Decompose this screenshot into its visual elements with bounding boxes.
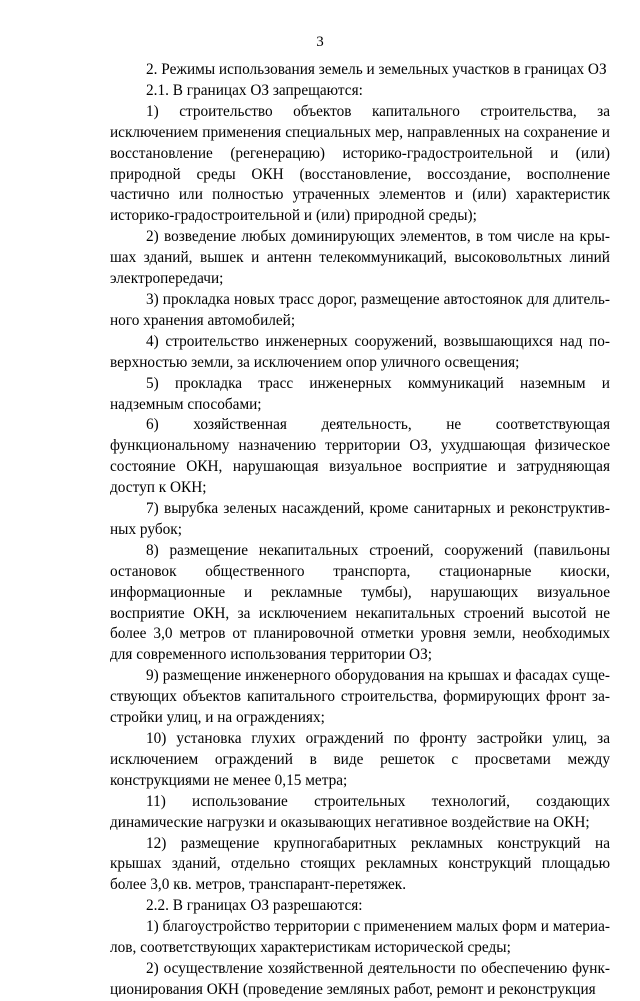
permitted-item-2: 2) осуществление хозяйственной деятельности по обеспечению функционирования ОКН (проведение земляных работ, ремонт и реконструкция [110, 959, 610, 998]
prohibited-item-2: 2) возведение любых доминирующих элементов, в том числе на крышах зданий, вышек и антенн телекоммуникаций, высоковольтных линий электропередачи; [110, 228, 610, 288]
prohibited-item-9: 9) размещение инженерного оборудования на крышах и фасадах существующих объектов капитального строительства, формирующих фронт застройки улиц, и на ограждениях; [110, 667, 610, 727]
prohibited-heading: 2.1. В границах ОЗ запрещаются: [146, 81, 363, 99]
prohibited-item-7: 7) вырубка зеленых насаждений, кроме санитарных и реконструктивных рубок; [110, 500, 610, 538]
prohibited-item-11: 11) использование строительных технологий, создающих динамические нагрузки и оказывающих негативное воздействие на ОКН; [110, 792, 610, 831]
prohibited-item-10: 10) установка глухих ограждений по фронту застройки улиц, за исключением ограждений в виде решеток с просветами между конструкциями не менее 0,15 метра; [110, 730, 610, 789]
prohibited-item-4: 4) строительство инженерных сооружений, возвышающихся над поверхностью земли, за исключением опор уличного освещения; [110, 332, 610, 371]
prohibited-item-6: 6) хозяйственная деятельность, не соответствующая функциональному назначению территории ОЗ, ухудшающая физическое состояние ОКН, нарушающая визуальное восприятие и затрудняющая доступ к ОКН; [110, 416, 610, 497]
prohibited-item-1: 1) строительство объектов капитального строительства, за исключением применения специальных мер, направленных на сохранение и восстановление (регенерацию) историко-градостроительной и (или) природной среды ОКН (восстановление, воссоздание, восполнение частично или полностью утраченных элементов и (или) характеристик историко-градостроительной и (или) природной среды); [110, 102, 610, 225]
prohibited-item-12: 12) размещение крупногабаритных рекламных конструкций на крышах зданий, отдельно стоящих рекламных конструкций площадью более 3,0 кв. метров, транспарант-перетяжек. [110, 834, 610, 894]
document-body [110, 60, 610, 1001]
permitted-heading: 2.2. В границах ОЗ разрешаются: [146, 897, 363, 915]
permitted-item-1: 1) благоустройство территории с применением малых форм и материалов, соответствующих характеристикам исторической среды; [110, 918, 610, 957]
page-number: 3 [316, 34, 324, 50]
prohibited-item-3: 3) прокладка новых трасс дорог, размещение автостоянок для длительного хранения автомобилей; [110, 290, 610, 329]
prohibited-item-5: 5) прокладка трасс инженерных коммуникаций наземным и надземным способами; [110, 374, 610, 413]
section-title: 2. Режимы использования земель и земельных участков в границах ОЗ [146, 61, 607, 78]
prohibited-item-8: 8) размещение некапитальных строений, сооружений (павильоны остановок общественного транспорта, стационарные киоски, информационные и рекламные тумбы), нарушающих визуальное восприятие ОКН, за исключением некапитальных строений высотой не более 3,0 метров от планировочной отметки уровня земли, необходимых для современного использования территории ОЗ; [110, 541, 610, 664]
